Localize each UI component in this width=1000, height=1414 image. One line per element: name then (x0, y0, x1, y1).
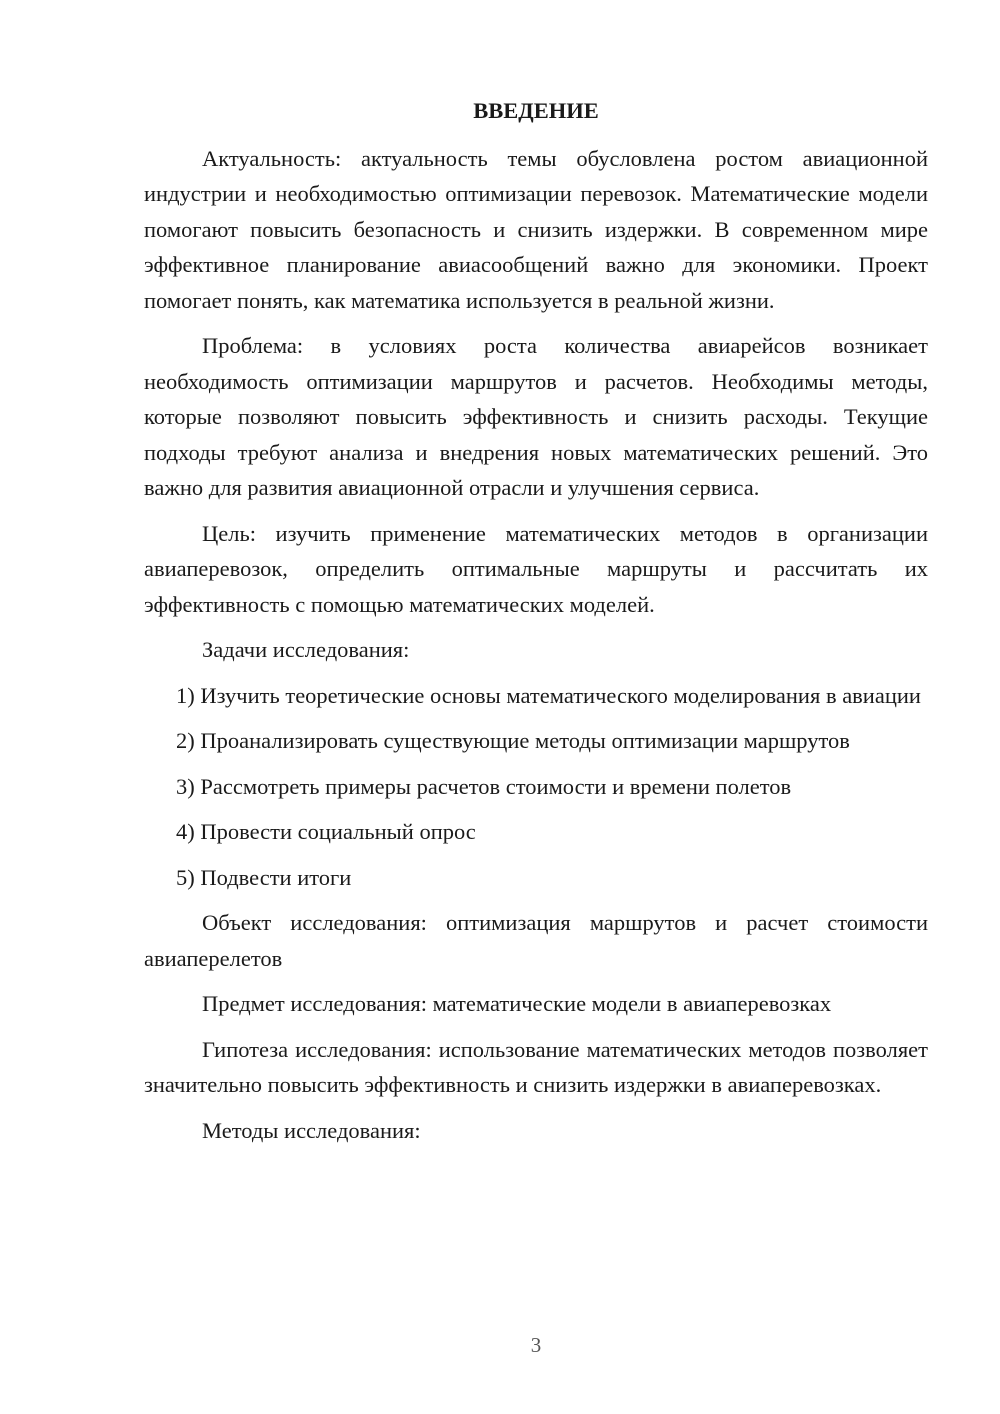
tasks-list (144, 678, 928, 896)
paragraph-goal: Цель: изучить применение математических методов в организации авиаперевозок, определить оптимальные маршруты и рассчитать их эффективность с помощью математических моделей. (144, 520, 928, 617)
list-item: 3) Рассмотреть примеры расчетов стоимости и времени полетов (176, 773, 792, 799)
paragraph-subject: Предмет исследования: математические модели в авиаперевозках (202, 991, 832, 1016)
tasks-heading: Задачи исследования: (202, 637, 410, 662)
page-title: ВВЕДЕНИЕ (473, 98, 599, 123)
page-number: 3 (530, 1333, 542, 1357)
list-item: 2) Проанализировать существующие методы оптимизации маршрутов (176, 728, 850, 753)
paragraph-problem: Проблема: в условиях роста количества авиарейсов возникает необходимость оптимизации маршрутов и расчетов. Необходимы методы, которые позволяют повысить эффективность и снизить расходы. Текущие подходы требуют анализа и внедрения новых математических решений. Это важно для развития авиационной отрасли и улучшения сервиса. (144, 333, 928, 500)
list-item: 4) Провести социальный опрос (176, 819, 476, 844)
paragraph-actuality: Актуальность: актуальность темы обусловлена ростом авиационной индустрии и необходимостью оптимизации перевозок. Математические модели помогают повысить безопасность и снизить издержки. В современном мире эффективное планирование авиасообщений важно для экономики. Проект помогает понять, как математика используется в реальной жизни. (144, 145, 928, 313)
methods-heading: Методы исследования: (202, 1117, 421, 1143)
page-content (144, 93, 928, 1158)
list-item: 1) Изучить теоретические основы математического моделирования в авиации (176, 682, 921, 708)
list-item: 5) Подвести итоги (176, 864, 352, 890)
paragraph-object: Объект исследования: оптимизация маршрутов и расчет стоимости авиаперелетов (144, 910, 928, 971)
paragraph-hypothesis: Гипотеза исследования: использование математических методов позволяет значительно повысить эффективность и снизить издержки в авиаперевозках. (144, 1036, 928, 1097)
